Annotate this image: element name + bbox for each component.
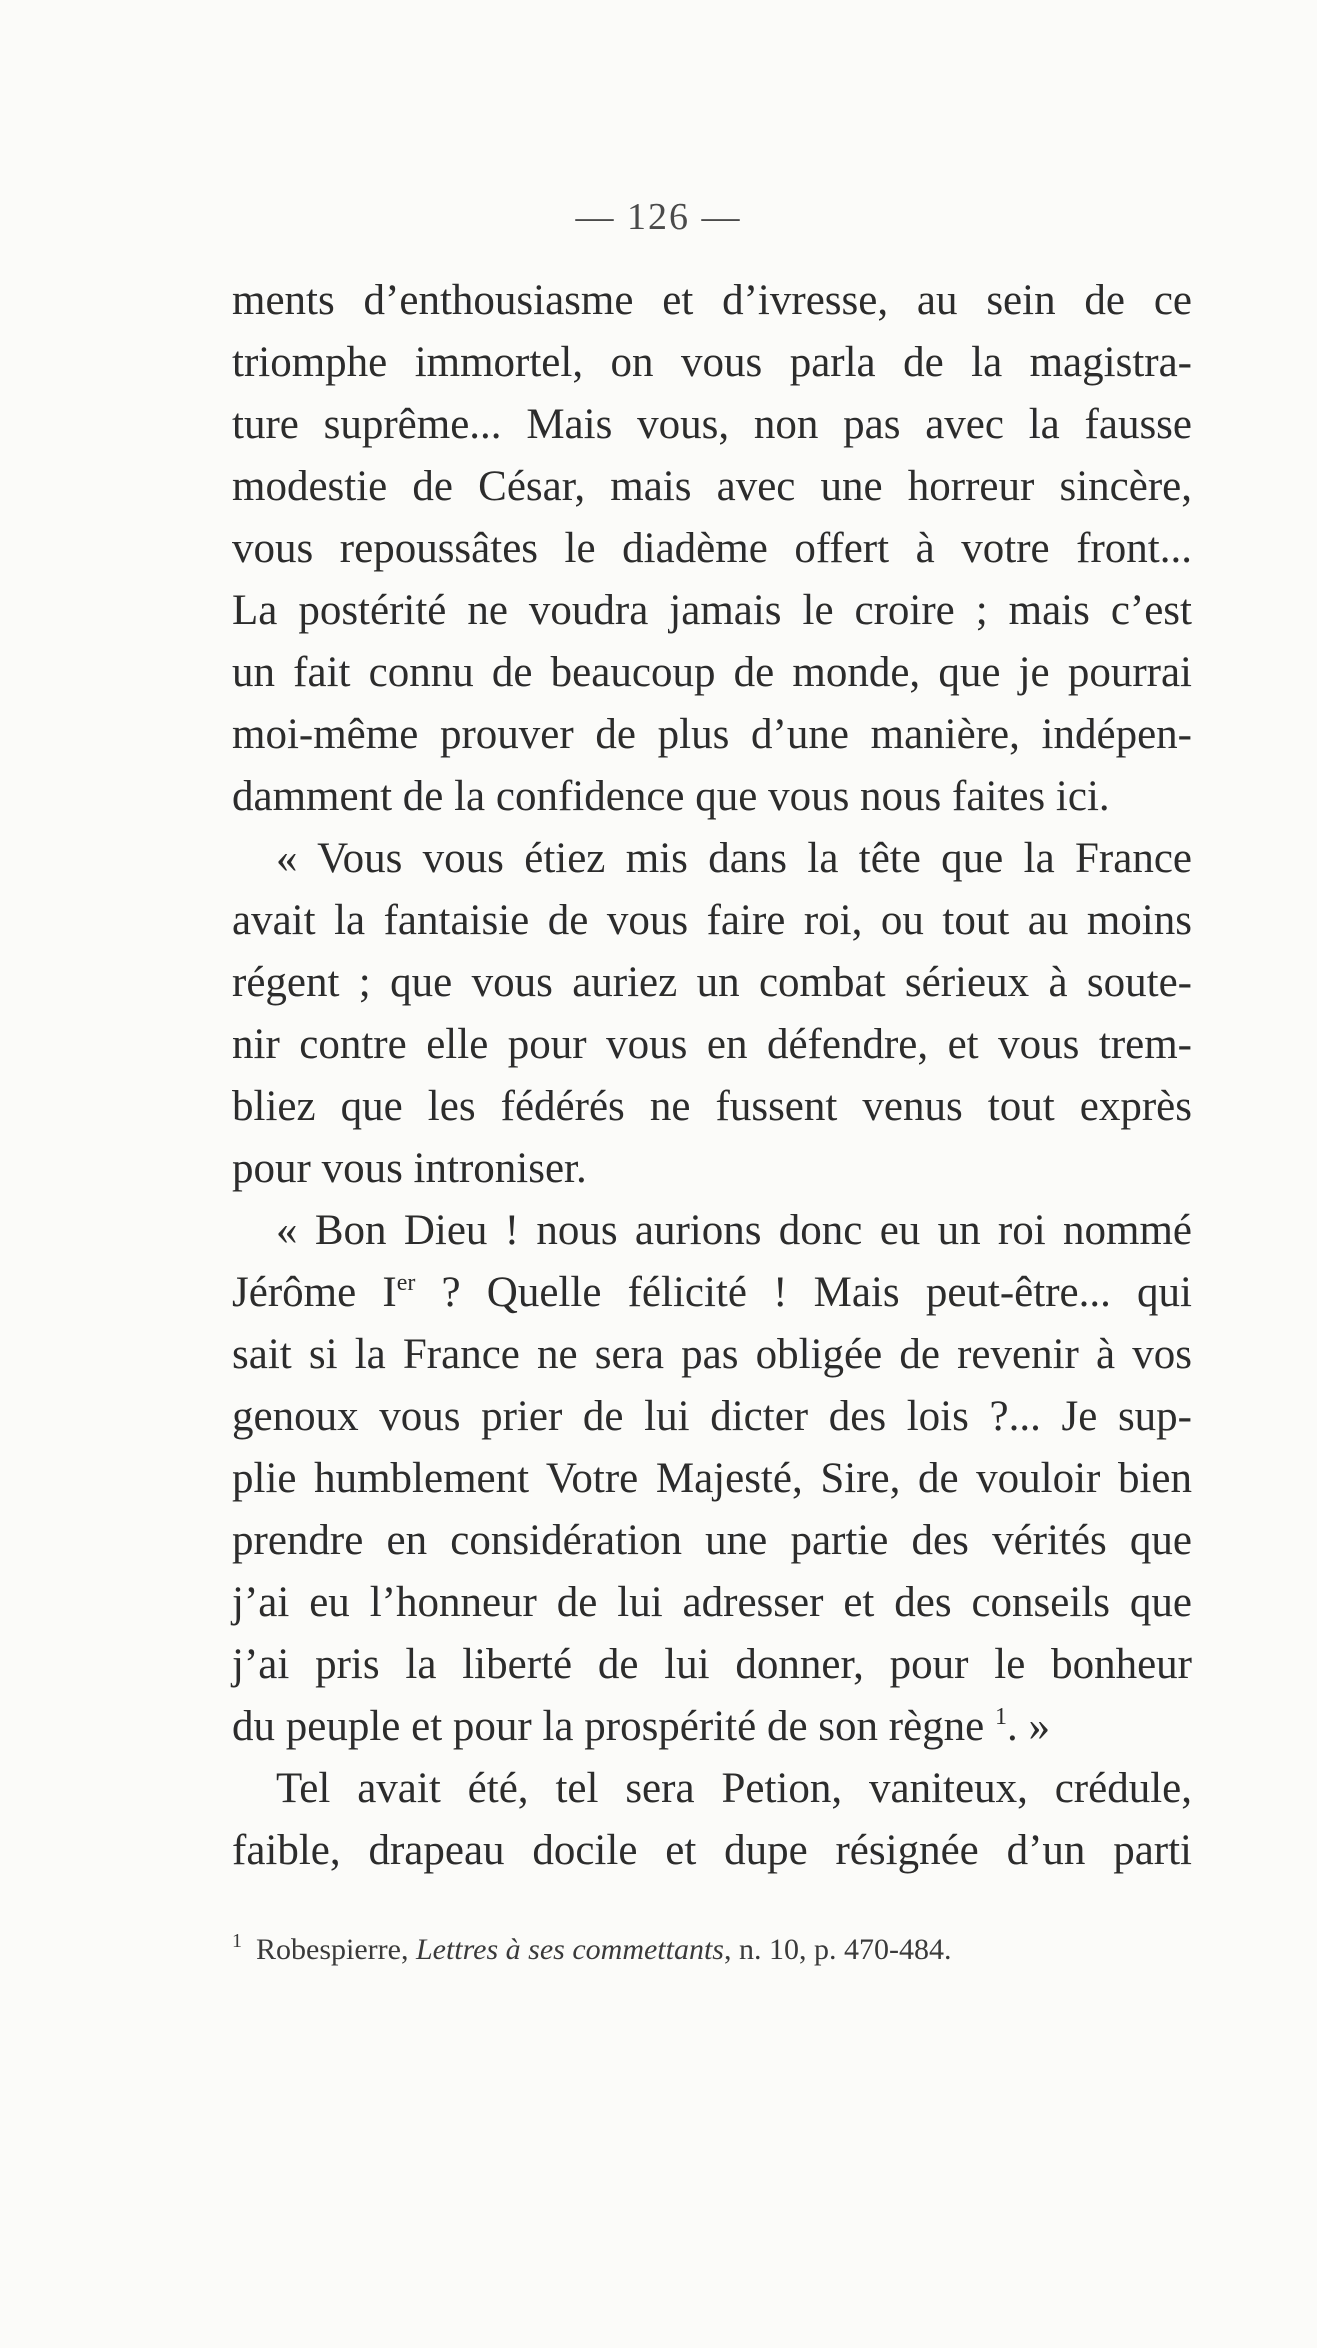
- text-line: « Vous vous étiez mis dans la tête que la France: [276, 835, 1192, 882]
- footnote-marker: 1: [232, 1930, 242, 1952]
- page-number: — 126 —: [575, 196, 742, 238]
- body-text: [232, 270, 1192, 1882]
- text-fragment: Jérôme I: [232, 1269, 397, 1316]
- text-line: j’ai pris la liberté de lui donner, pour le bonheur: [232, 1641, 1192, 1688]
- text-line: nir contre elle pour vous en défendre, et vous trem-: [232, 1021, 1192, 1068]
- text-line: moi-même prouver de plus d’une manière, indépen-: [232, 711, 1192, 758]
- text-line: un fait connu de beaucoup de monde, que je pourrai: [232, 649, 1192, 696]
- superscript: er: [396, 1270, 416, 1296]
- text-line: ments d’enthousiasme et d’ivresse, au sein de ce: [232, 277, 1192, 324]
- text-line: vous repoussâtes le diadème offert à votre front...: [232, 525, 1192, 572]
- text-line: faible, drapeau docile et dupe résignée d’un parti: [232, 1827, 1192, 1874]
- text-line: genoux vous prier de lui dicter des lois ?... Je sup-: [232, 1393, 1192, 1440]
- text-line: damment de la confidence que vous nous faites ici.: [232, 773, 1110, 820]
- text-line: La postérité ne voudra jamais le croire ; mais c’est: [232, 587, 1192, 634]
- text-line: [232, 1696, 1192, 1758]
- text-line: « Bon Dieu ! nous aurions donc eu un roi nommé: [276, 1207, 1192, 1254]
- text-line: prendre en considération une partie des vérités que: [232, 1517, 1192, 1564]
- footnote-title: Lettres à ses commettants: [415, 1933, 724, 1966]
- text-line: [232, 1262, 1192, 1324]
- footnote-rest: , n. 10, p. 470-484.: [723, 1933, 952, 1966]
- footnote-author: Robespierre,: [256, 1933, 416, 1966]
- text-fragment: ? Quelle félicité ! Mais peut-être... qui: [415, 1269, 1192, 1316]
- text-line: sait si la France ne sera pas obligée de revenir à vos: [232, 1331, 1192, 1378]
- text-line: j’ai eu l’honneur de lui adresser et des conseils que: [232, 1579, 1192, 1626]
- text-line: bliez que les fédérés ne fussent venus tout exprès: [232, 1083, 1192, 1130]
- text-line: triomphe immortel, on vous parla de la magistra-: [232, 339, 1192, 386]
- text-line: Tel avait été, tel sera Petion, vaniteux, crédule,: [276, 1765, 1192, 1812]
- text-line: modestie de César, mais avec une horreur sincère,: [232, 463, 1192, 510]
- text-line: régent ; que vous auriez un combat sérieux à soute-: [232, 959, 1192, 1006]
- text-fragment: . »: [1007, 1703, 1050, 1750]
- footnote: [232, 1930, 1192, 1970]
- footnote-reference: 1: [995, 1704, 1007, 1730]
- text-line: plie humblement Votre Majesté, Sire, de vouloir bien: [232, 1455, 1192, 1502]
- text-line: avait la fantaisie de vous faire roi, ou tout au moins: [232, 897, 1192, 944]
- text-line: pour vous introniser.: [232, 1145, 587, 1192]
- text-line: ture suprême... Mais vous, non pas avec la fausse: [232, 401, 1192, 448]
- text-fragment: du peuple et pour la prospérité de son règne: [232, 1703, 995, 1750]
